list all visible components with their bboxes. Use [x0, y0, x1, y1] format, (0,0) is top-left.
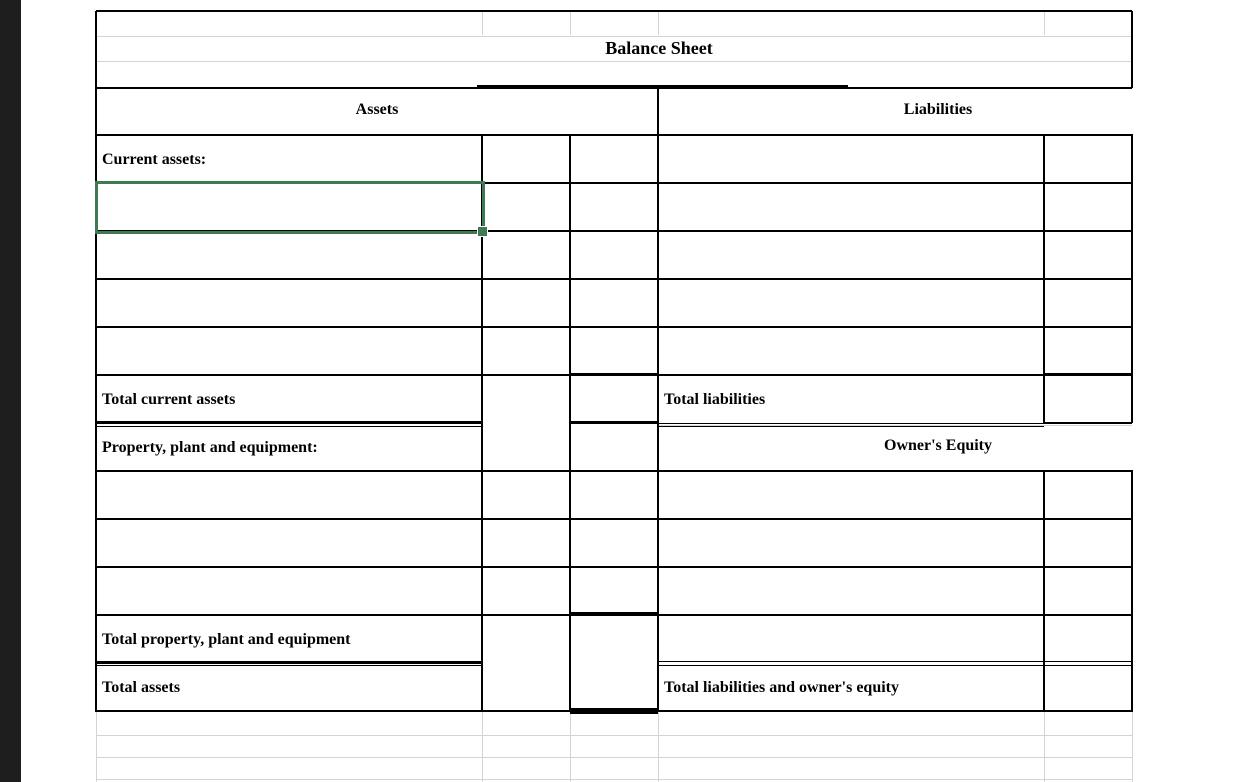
grid-line-v	[482, 11, 483, 35]
grid-cell[interactable]	[570, 615, 658, 663]
grid-cell[interactable]	[482, 375, 570, 423]
grid-cell[interactable]	[96, 471, 482, 519]
grid-cell[interactable]	[1044, 471, 1132, 519]
grid-cell[interactable]	[570, 471, 658, 519]
grid-line-h	[96, 36, 1132, 37]
grid-cell[interactable]	[658, 471, 1044, 519]
grid-cell[interactable]	[482, 519, 570, 567]
grid-cell[interactable]	[658, 279, 1044, 327]
liabilities-header: Liabilities	[903, 101, 973, 118]
grid-cell[interactable]	[570, 423, 658, 471]
grid-line-h	[570, 712, 658, 714]
grid-line-v	[570, 712, 571, 782]
grid-cell[interactable]	[658, 231, 1044, 279]
fill-handle[interactable]	[477, 226, 488, 237]
grid-cell[interactable]	[482, 567, 570, 615]
grid-cell[interactable]	[96, 327, 482, 375]
grid-cell[interactable]	[570, 375, 658, 423]
grid-line-v	[1131, 11, 1133, 88]
grid-line-v	[658, 712, 659, 782]
total-ppe-label: Total property, plant and equipment	[102, 631, 351, 648]
grid-cell[interactable]	[1044, 423, 1132, 471]
grid-cell[interactable]	[658, 519, 1044, 567]
grid-line-h	[96, 87, 1132, 89]
grid-line-h	[96, 10, 1132, 12]
grid-line-v	[96, 712, 97, 782]
grid-cell[interactable]	[658, 615, 1044, 663]
grid-cell[interactable]	[1044, 279, 1132, 327]
grid-line-h	[96, 779, 1132, 780]
grid-cell[interactable]	[1044, 567, 1132, 615]
grid-cell[interactable]	[570, 327, 658, 375]
ppe-label: Property, plant and equipment:	[102, 439, 318, 456]
grid-cell[interactable]	[482, 135, 570, 183]
grid-line-h	[96, 735, 1132, 736]
grid-cell[interactable]	[570, 663, 658, 711]
grid-cell[interactable]	[1044, 183, 1132, 231]
grid-cell[interactable]	[570, 135, 658, 183]
grid-cell[interactable]	[1044, 663, 1132, 711]
grid-cell[interactable]	[1044, 327, 1132, 375]
grid-cell[interactable]	[570, 279, 658, 327]
grid-cell[interactable]	[96, 231, 482, 279]
grid-cell[interactable]	[1044, 375, 1132, 423]
grid-cell[interactable]	[570, 567, 658, 615]
total-liabilities-label: Total liabilities	[664, 391, 766, 408]
selected-cell[interactable]	[95, 181, 485, 234]
grid-cell[interactable]	[482, 663, 570, 711]
grid-line-v	[482, 712, 483, 782]
grid-cell[interactable]	[658, 327, 1044, 375]
grid-cell[interactable]	[658, 135, 1044, 183]
owners-equity-header: Owner's Equity	[883, 437, 993, 454]
grid-cell[interactable]	[658, 183, 1044, 231]
grid-cell[interactable]	[482, 231, 570, 279]
grid-cell[interactable]	[96, 279, 482, 327]
grid-cell[interactable]	[482, 471, 570, 519]
grid-cell[interactable]	[482, 615, 570, 663]
grid-line-v	[1132, 712, 1133, 782]
grid-cell[interactable]	[570, 519, 658, 567]
total-assets-label: Total assets	[102, 679, 181, 696]
grid-line-v	[1044, 11, 1045, 35]
grid-cell[interactable]	[570, 231, 658, 279]
grid-cell[interactable]	[96, 567, 482, 615]
grid-line-v	[570, 11, 571, 35]
grid-line-v	[658, 11, 659, 35]
grid-cell[interactable]	[482, 183, 570, 231]
grid-cell[interactable]	[658, 567, 1044, 615]
grid-cell[interactable]	[570, 183, 658, 231]
current-assets-label: Current assets:	[102, 151, 207, 168]
total-current-assets-label: Total current assets	[102, 391, 236, 408]
grid-cell[interactable]	[482, 423, 570, 471]
total-liabilities-equity-label: Total liabilities and owner's equity	[664, 679, 899, 696]
grid-cell[interactable]	[1044, 519, 1132, 567]
grid-line-h	[96, 61, 1132, 62]
assets-header: Assets	[355, 101, 399, 118]
grid-line-v	[1044, 712, 1045, 782]
grid-cell[interactable]	[1044, 231, 1132, 279]
grid-cell[interactable]	[96, 519, 482, 567]
grid-cell[interactable]	[482, 279, 570, 327]
grid-line-h	[96, 757, 1132, 758]
grid-cell[interactable]	[1044, 615, 1132, 663]
grid-cell[interactable]	[1044, 135, 1132, 183]
grid-cell[interactable]	[482, 327, 570, 375]
sheet-title: Balance Sheet	[605, 38, 713, 58]
